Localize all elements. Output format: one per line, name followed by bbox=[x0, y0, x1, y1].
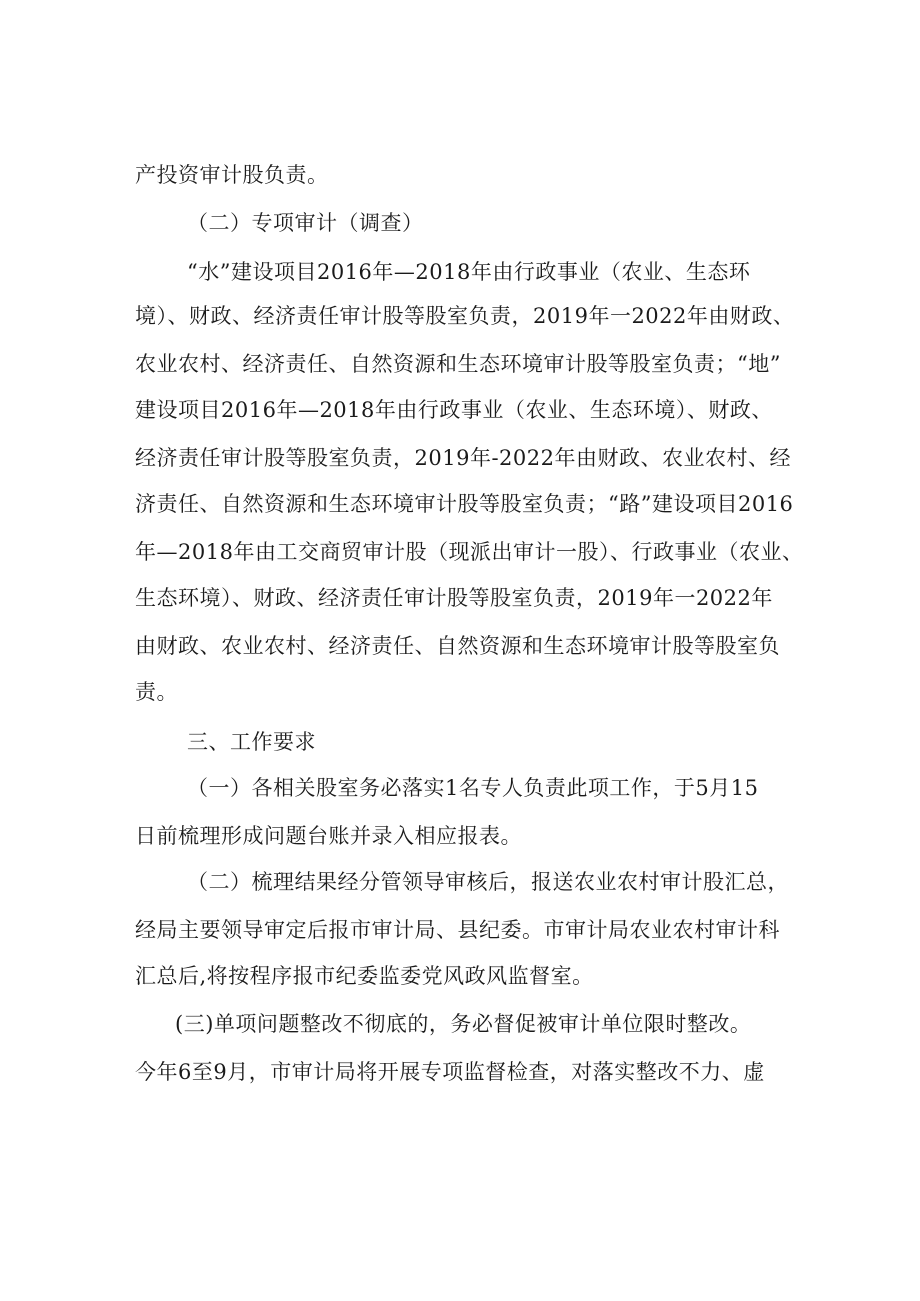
text-line: （一）各相关股室务必落实1名专人负责此项工作，于5月15 bbox=[187, 776, 759, 800]
text-line: 生态环境）、财政、经济责任审计股等股室负责，2019年一2022年 bbox=[135, 586, 773, 610]
text-line: 日前梳理形成问题台账并录入相应报表。 bbox=[135, 824, 522, 848]
text-line: 年—2018年由工交商贸审计股（现派出审计一股）、行政事业（农业、 bbox=[135, 540, 804, 564]
section-heading: 三、工作要求 bbox=[187, 730, 316, 754]
text-line: 境）、财政、经济责任审计股等股室负责，2019年一2022年由财政、 bbox=[135, 304, 795, 328]
section-heading: （二）专项审计（调查） bbox=[187, 211, 424, 235]
text-line: 产投资审计股负责。 bbox=[135, 163, 329, 187]
text-line: “水”建设项目2016年—2018年由行政事业（农业、生态环 bbox=[187, 260, 751, 284]
text-line: 由财政、农业农村、经济责任、自然资源和生态环境审计股等股室负 bbox=[135, 634, 780, 658]
text-line: 经局主要领导审定后报市审计局、县纪委。市审计局农业农村审计科 bbox=[135, 918, 780, 942]
text-line: 建设项目2016年—2018年由行政事业（农业、生态环境）、财政、 bbox=[135, 398, 773, 422]
text-line: 济责任、自然资源和生态环境审计股等股室负责；“路”建设项目2016 bbox=[135, 492, 794, 516]
text-line: (三)单项问题整改不彻底的，务必督促被审计单位限时整改。 bbox=[175, 1012, 752, 1036]
text-line: （二）梳理结果经分管领导审核后，报送农业农村审计股汇总， bbox=[187, 870, 789, 894]
text-line: 今年6至9月，市审计局将开展专项监督检查，对落实整改不力、虚 bbox=[135, 1060, 765, 1084]
text-line: 汇总后,将按程序报市纪委监委党风政风监督室。 bbox=[135, 964, 594, 988]
text-line: 经济责任审计股等股室负责，2019年-2022年由财政、农业农村、经 bbox=[135, 446, 791, 470]
text-line: 农业农村、经济责任、自然资源和生态环境审计股等股室负责；“地” bbox=[135, 352, 781, 376]
text-line: 责。 bbox=[135, 680, 178, 704]
